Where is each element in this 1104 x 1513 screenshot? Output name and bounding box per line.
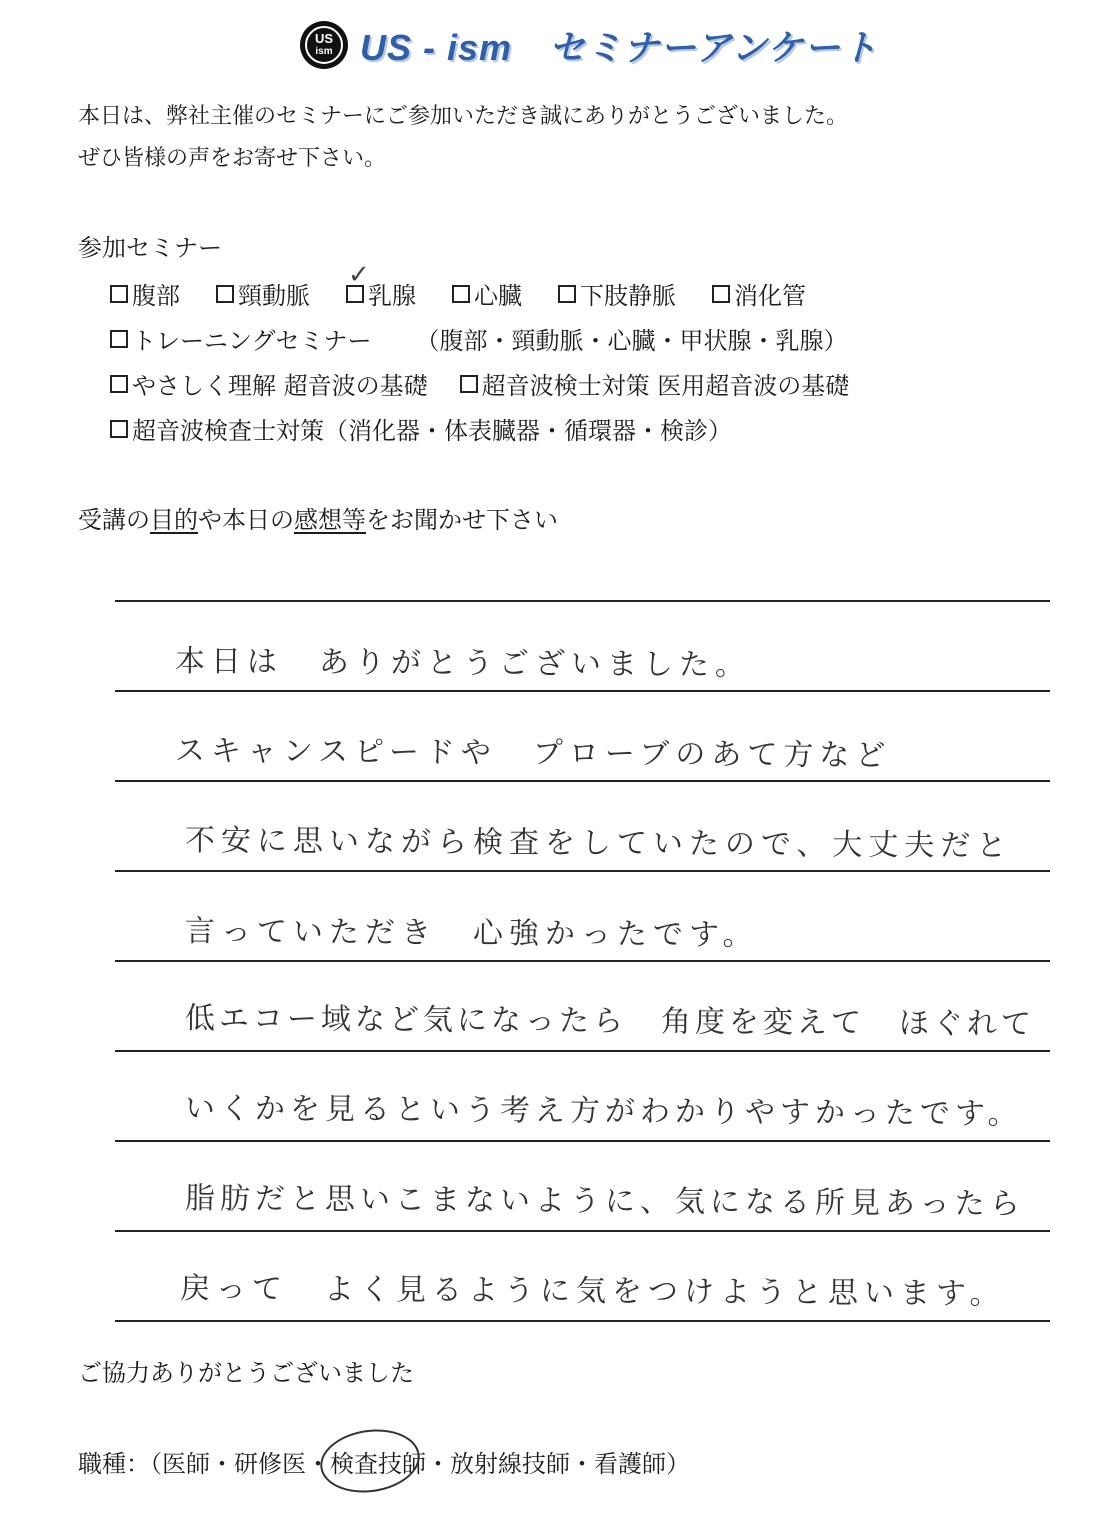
occupation-label: 職種：（医師・研修医・	[78, 1450, 330, 1478]
ruled-line	[115, 690, 1050, 692]
checkbox[interactable]	[460, 375, 478, 393]
ruled-line	[115, 600, 1050, 602]
check-mark-icon: ✓	[348, 260, 370, 290]
occupation-line	[78, 1444, 690, 1479]
intro-text	[78, 96, 848, 180]
checkbox[interactable]	[712, 285, 730, 303]
question-text: をお聞かせ下さい	[366, 506, 558, 534]
page-title: US - ism セミナーアンケート	[360, 26, 879, 68]
option-carotid[interactable]	[216, 276, 310, 311]
seminar-row-3	[110, 366, 885, 401]
us-ism-logo	[300, 21, 348, 69]
checkbox[interactable]	[110, 420, 128, 438]
option-label: 消化管	[734, 282, 806, 310]
option-abdomen[interactable]	[110, 276, 180, 311]
question-heading	[78, 500, 558, 535]
intro-line-1: 本日は、弊社主催のセミナーにご参加いただき誠にありがとうございました。	[78, 104, 849, 129]
option-leg-veins[interactable]	[558, 276, 676, 311]
option-training[interactable]	[110, 321, 372, 356]
question-underlined-purpose: 目的	[150, 506, 198, 534]
option-label: 頸動脈	[238, 282, 310, 310]
ruled-line	[115, 1230, 1050, 1232]
checkbox[interactable]	[110, 330, 128, 348]
answer-line-1: 本日は ありがとうございました。	[174, 643, 752, 684]
seminar-heading: 参加セミナー	[78, 234, 222, 262]
question-text: や本日の	[198, 506, 294, 534]
option-digestive[interactable]	[712, 276, 806, 311]
question-underlined-impressions: 感想等	[294, 506, 366, 534]
option-label: 超音波検査士対策（消化器・体表臓器・循環器・検診）	[132, 417, 732, 445]
question-text: 受講の	[78, 506, 150, 534]
training-detail: （腹部・頸動脈・心臓・甲状腺・乳腺）	[415, 327, 848, 355]
logo-text-bottom: ism	[315, 46, 333, 57]
seminar-row-2	[110, 321, 848, 356]
checkbox[interactable]	[558, 285, 576, 303]
occupation-selected-circle[interactable]: 検査技師	[330, 1444, 426, 1479]
ruled-line	[115, 1140, 1050, 1142]
answer-line-6: いくかを見るという考え方がわかりやすかったです。	[184, 1091, 1023, 1132]
thanks-text: ご協力ありがとうございました	[78, 1359, 414, 1387]
ruled-line	[115, 870, 1050, 872]
checkbox[interactable]	[452, 285, 470, 303]
option-examiner-prep[interactable]	[110, 411, 732, 446]
option-examiner-basics[interactable]	[460, 366, 850, 401]
option-label: 下肢静脈	[580, 282, 676, 310]
option-label: 乳腺	[368, 282, 416, 310]
intro-line-2: ぜひ皆様の声をお寄せ下さい。	[78, 146, 387, 171]
option-label: トレーニングセミナー	[132, 327, 372, 355]
ruled-line	[115, 1320, 1050, 1322]
header	[300, 20, 878, 70]
answer-line-3: 不安に思いながら検査をしていたので、大丈夫だと	[184, 823, 1013, 864]
answer-line-2: スキャンスピードや プローブのあて方など	[174, 733, 892, 774]
option-heart[interactable]	[452, 276, 522, 311]
checkbox[interactable]	[110, 375, 128, 393]
answer-line-7: 脂肪だと思いこまないように、気になる所見あったら	[184, 1181, 1025, 1222]
option-breast[interactable]	[346, 260, 416, 311]
seminar-row-4	[110, 411, 768, 446]
checkbox[interactable]	[216, 285, 234, 303]
seminar-row-1	[110, 260, 842, 311]
answer-line-5: 低エコー域など気になったら 角度を変えて ほぐれて	[184, 1001, 1036, 1042]
ruled-line	[115, 960, 1050, 962]
ruled-line	[115, 1050, 1050, 1052]
option-label: 腹部	[132, 282, 180, 310]
option-label: やさしく理解 超音波の基礎	[132, 372, 428, 400]
answer-line-4: 言っていただき 心強かったです。	[184, 913, 759, 954]
checkbox[interactable]	[110, 285, 128, 303]
answer-line-8: 戻って よく見るように気をつけようと思います。	[179, 1271, 1006, 1312]
occupation-rest: ・放射線技師・看護師）	[426, 1450, 690, 1478]
logo-text-top: US	[314, 31, 334, 46]
option-label: 超音波検士対策 医用超音波の基礎	[481, 372, 850, 400]
option-label: 心臓	[474, 282, 522, 310]
ruled-line	[115, 780, 1050, 782]
option-basics[interactable]	[110, 366, 428, 401]
